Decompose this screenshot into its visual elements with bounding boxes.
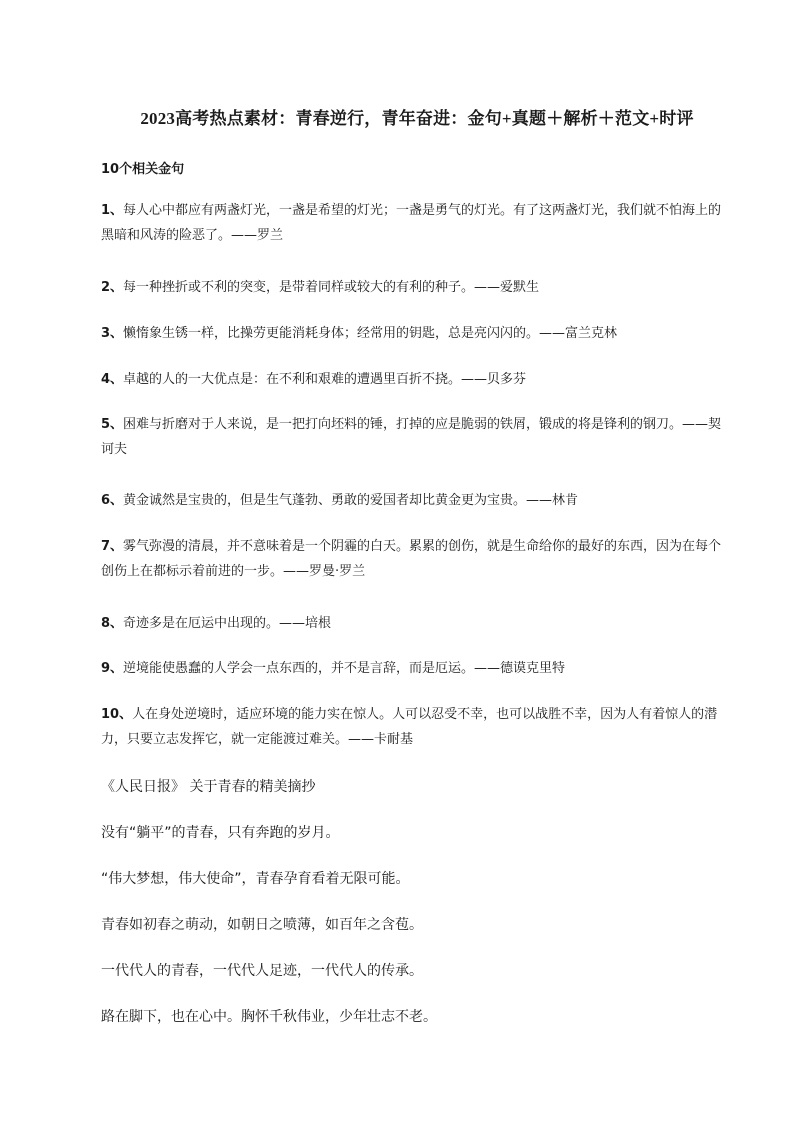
quote-number: 7、 xyxy=(101,539,124,554)
quote-item xyxy=(72,702,732,752)
quote-item xyxy=(72,611,732,636)
quote-number: 8、 xyxy=(101,616,124,631)
quote-text: 奇迹多是在厄运中出现的。——培根 xyxy=(123,616,332,631)
quote-number: 5、 xyxy=(101,417,124,432)
quote-text: 懒惰象生锈一样，比操劳更能消耗身体；经常用的钥匙，总是亮闪闪的。——富兰克林 xyxy=(123,326,618,341)
quote-item xyxy=(72,321,732,346)
quote-number: 2、 xyxy=(101,280,124,295)
quote-text: 每一种挫折或不利的突变，是带着同样或较大的有利的种子。——爱默生 xyxy=(123,280,540,295)
excerpt-line: 路在脚下，也在心中。胸怀千秋伟业，少年壮志不老。 xyxy=(101,1009,437,1025)
quote-text: 人在身处逆境时，适应环境的能力实在惊人。人可以忍受不幸，也可以战胜不幸，因为人有着惊人的潜力，只要立志发挥它，就一定能渡过难关。——卡耐基 xyxy=(101,707,718,747)
excerpt-line: “伟大梦想，伟大使命”，青春孕育看着无限可能。 xyxy=(101,871,410,887)
quote-number: 10、 xyxy=(101,707,133,722)
quote-item xyxy=(72,656,732,681)
quote-text: 黄金诚然是宝贵的，但是生气蓬勃、勇敢的爱国者却比黄金更为宝贵。——林肯 xyxy=(123,493,579,508)
quote-item xyxy=(72,275,732,300)
quotes-heading: 10个相关金句 xyxy=(101,162,185,177)
quote-number: 3、 xyxy=(101,326,124,341)
quote-text: 卓越的人的一大优点是：在不利和艰难的遭遇里百折不挠。——贝多芬 xyxy=(123,372,527,387)
quote-number: 1、 xyxy=(101,203,124,218)
excerpt-line: 青春如初春之萌动，如朝日之喷薄，如百年之含苞。 xyxy=(101,917,423,933)
quote-number: 6、 xyxy=(101,493,124,508)
quote-text: 困难与折磨对于人来说，是一把打向坯料的锤，打掉的应是脆弱的铁屑，锻成的将是锋利的钢刀。——契诃夫 xyxy=(101,417,722,457)
quote-item xyxy=(72,367,732,392)
quote-item xyxy=(72,412,732,462)
quote-text: 逆境能使愚蠢的人学会一点东西的，并不是言辞，而是厄运。——德谟克里特 xyxy=(123,661,566,676)
quote-number: 9、 xyxy=(101,661,124,676)
quote-item xyxy=(72,534,732,584)
excerpt-line: 一代代人的青春，一代代人足迹，一代代人的传承。 xyxy=(101,963,423,979)
quote-text: 每人心中都应有两盏灯光，一盏是希望的灯光；一盏是勇气的灯光。有了这两盏灯光，我们就不怕海上的黑暗和风涛的险恶了。——罗兰 xyxy=(101,203,722,243)
excerpts-heading: 《人民日报》 关于青春的精美摘抄 xyxy=(101,779,316,795)
quote-item xyxy=(72,198,732,248)
quote-number: 4、 xyxy=(101,372,124,387)
excerpt-line: 没有“躺平”的青春，只有奔跑的岁月。 xyxy=(101,825,340,841)
quote-item xyxy=(72,488,732,513)
document-title: 2023高考热点素材：青春逆行，青年奋进：金句+真题＋解析＋范文+时评 xyxy=(140,109,694,128)
quote-text: 雾气弥漫的清晨，并不意味着是一个阴霾的白天。累累的创伤，就是生命给你的最好的东西，因为在每个创伤上在都标示着前进的一步。——罗曼·罗兰 xyxy=(101,539,722,579)
